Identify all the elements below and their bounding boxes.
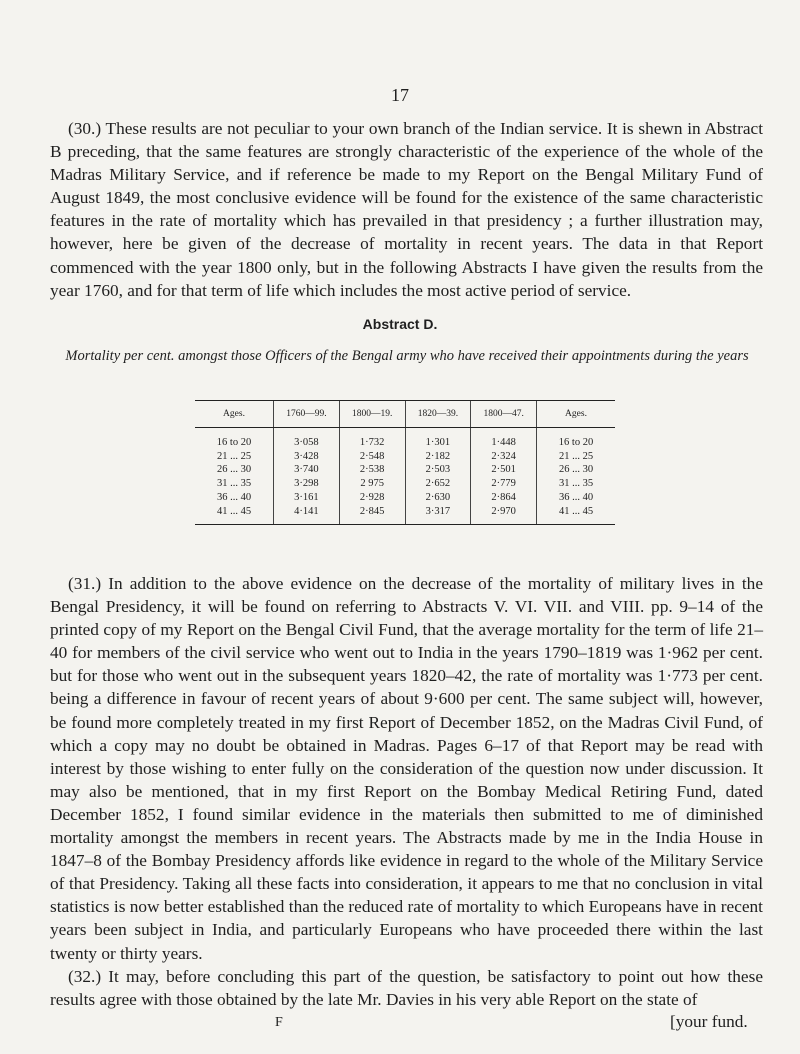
table-cell: 16 to 20 <box>537 428 616 450</box>
table-cell: 2·182 <box>405 450 471 464</box>
table-cell: 1·732 <box>339 428 405 450</box>
paragraph-31 <box>50 572 763 965</box>
table-cell: 2·779 <box>471 477 537 491</box>
table-cell: 3·298 <box>274 477 340 491</box>
abstract-caption: Mortality per cent. amongst those Officers of the Bengal army who have received their appointments during the years <box>65 348 749 364</box>
table-cell: 2·324 <box>471 450 537 464</box>
table-cell: 3·317 <box>405 505 471 525</box>
table-cell: 2·538 <box>339 463 405 477</box>
table-cell: 36 ... 40 <box>537 491 616 505</box>
table-cell: 2·928 <box>339 491 405 505</box>
table-header-ages-right: Ages. <box>537 401 616 428</box>
abstract-title: Abstract D. <box>362 316 438 332</box>
catchword: [your fund. <box>670 1012 748 1031</box>
paragraph-32-text: (32.) It may, before concluding this part of the question, be satisfactory to point out how these results agree with those obtained by the late Mr. Davies in his very able Report on the state of <box>50 967 763 1010</box>
table-header-1760-99: 1760—99. <box>274 401 340 428</box>
table-cell: 2 975 <box>339 477 405 491</box>
table-cell: 2·970 <box>471 505 537 525</box>
table-row <box>195 505 615 525</box>
table-row <box>195 463 615 477</box>
table-cell: 3·740 <box>274 463 340 477</box>
table-cell: 2·630 <box>405 491 471 505</box>
table-row <box>195 491 615 505</box>
table-header-ages-left: Ages. <box>195 401 274 428</box>
table-cell: 41 ... 45 <box>195 505 274 525</box>
table-cell: 26 ... 30 <box>537 463 616 477</box>
paragraph-30 <box>50 117 763 302</box>
table-cell: 4·141 <box>274 505 340 525</box>
paragraph-31-text: (31.) In addition to the above evidence on the decrease of the mortality of military lives in the Bengal Presidency, it will be found on referring to Abstracts V. VI. VII. and VIII. pp. 9–14 of the printed copy of my Report on the Bengal Civil Fund, that the average mortality for the term of life 21–40 for members of the civil service who went out to India in the years 1790–1819 was 1·962 per cent. but for those who went out in the subsequent years 1820–42, the rate of mortality was 1·773 per cent. being a difference in favour of recent years of about 9·600 per cent. The same subject will, however, be found more completely treated in my first Report of December 1852, on the Madras Civil Fund, of which a copy may no doubt be obtained in Madras. Pages 6–17 of that Report may be read with interest by those wishing to enter fully on the consideration of the question now under discussion. It may also be mentioned, that in my first Report on the Bombay Medical Retiring Fund, dated December 1852, I found similar evidence in the materials then submitted to me of diminished mortality amongst the members in recent years. The Abstracts made by me in the India House in 1847–8 of the Bombay Presidency affords like evidence in regard to the whole of the Military Service of that Presidency. Taking all these facts into consideration, it appears to me that no conclusion in vital statistics is now better established than the reduced rate of mortality to which Europeans have in recent years been subject in India, and particularly Europeans who have proceeded there within the last twenty or thirty years. <box>50 574 763 963</box>
table-cell: 2·503 <box>405 463 471 477</box>
table-row <box>195 428 615 450</box>
table-cell: 2·652 <box>405 477 471 491</box>
table-cell: 41 ... 45 <box>537 505 616 525</box>
table-cell: 1·301 <box>405 428 471 450</box>
table-cell: 31 ... 35 <box>216 478 252 490</box>
table-cell: 2·845 <box>339 505 405 525</box>
table-cell: 2·501 <box>471 463 537 477</box>
table-cell: 3·161 <box>274 491 340 505</box>
table-cell: 26 ... 30 <box>216 464 252 476</box>
table-cell: 2·864 <box>471 491 537 505</box>
table-cell: 21 ... 25 <box>216 450 252 462</box>
table-header-1800-19: 1800—19. <box>339 401 405 428</box>
table-cell: 21 ... 25 <box>537 450 616 464</box>
table-header-1820-39: 1820—39. <box>405 401 471 428</box>
signature-mark: F <box>275 1015 283 1030</box>
table-cell: 16 to 20 <box>216 437 252 448</box>
paragraph-30-text: (30.) These results are not peculiar to your own branch of the Indian service. It is shewn in Abstract B preceding, that the same features are strongly characteristic of the experience of the whole of the Madras Military Service, and if reference be made to my Report on the Bengal Military Fund of August 1849, the most conclusive evidence will be found for the existence of the same characteristic features in the rate of mortality which has prevailed in that presidency ; a further illustration may, however, here be given of the decrease of mortality in recent years. The data in that Report commenced with the year 1800 only, but in the following Abstracts I have given the results from the year 1760, and for that term of life which includes the most active period of service. <box>50 119 763 300</box>
table-cell: 31 ... 35 <box>537 477 616 491</box>
table-cell: 36 ... 40 <box>216 491 252 503</box>
table-row <box>195 477 615 491</box>
table-cell: 3·428 <box>274 450 340 464</box>
table-row <box>195 450 615 464</box>
table-header-row <box>195 401 615 428</box>
mortality-table <box>195 400 615 525</box>
paragraph-32 <box>50 965 763 1011</box>
table-cell: 3·058 <box>274 428 340 450</box>
page-number: 17 <box>391 85 409 105</box>
table-cell: 1·448 <box>471 428 537 450</box>
table-cell: 2·548 <box>339 450 405 464</box>
table-header-1800-47: 1800—47. <box>471 401 537 428</box>
